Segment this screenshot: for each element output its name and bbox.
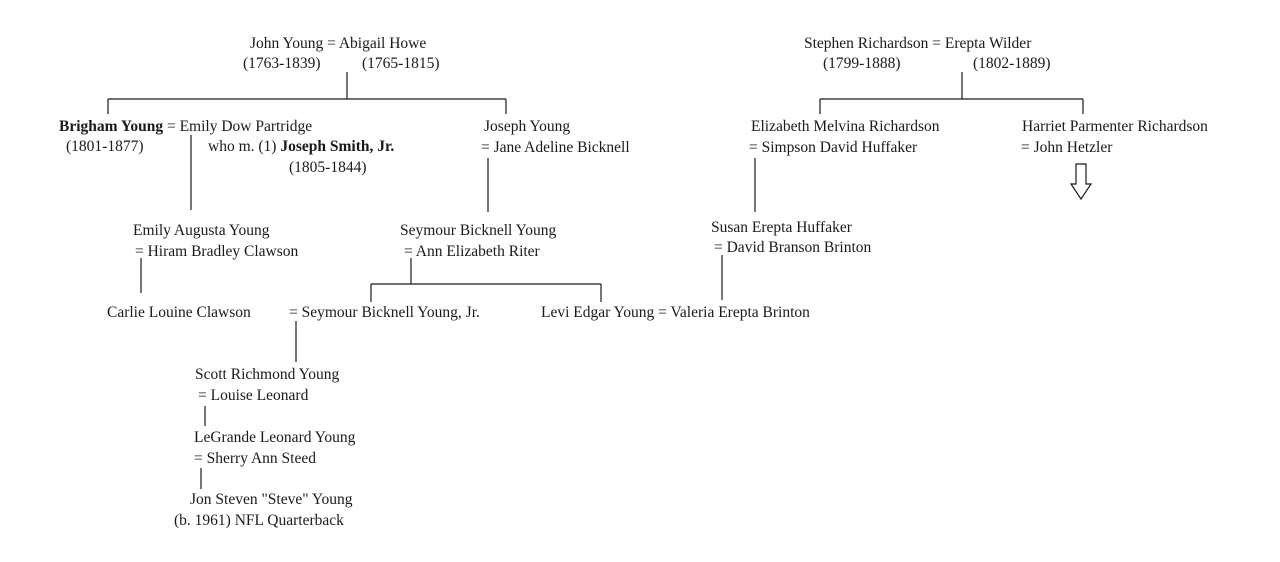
levi-valeria-couple: Levi Edgar Young = Valeria Erepta Brinton — [541, 304, 810, 321]
erepta-wilder-dates: (1802-1889) — [973, 55, 1051, 72]
emily-partridge-note — [208, 137, 394, 157]
steve-young-name: Jon Steven "Steve" Young — [190, 491, 353, 508]
joseph-young-name: Joseph Young — [484, 118, 571, 135]
steve-young-note: (b. 1961) NFL Quarterback — [174, 512, 344, 529]
scott-young-name: Scott Richmond Young — [195, 366, 340, 383]
susan-huffaker-spouse: = David Branson Brinton — [714, 239, 872, 256]
carlie-clawson-name: Carlie Louine Clawson — [107, 304, 251, 321]
brigham-young-entry — [59, 117, 312, 137]
harriet-richardson-spouse: = John Hetzler — [1021, 139, 1113, 156]
brigham-young-spouse: = Emily Dow Partridge — [166, 118, 313, 135]
abigail-howe-dates: (1765-1815) — [362, 55, 440, 72]
seymour-jr-name: = Seymour Bicknell Young, Jr. — [289, 304, 480, 321]
brigham-young-name: Brigham Young — [59, 118, 164, 135]
john-abigail-couple: John Young = Abigail Howe — [250, 35, 427, 52]
joseph-smith-name: Joseph Smith, Jr. — [280, 138, 395, 155]
scott-young-spouse: = Louise Leonard — [198, 387, 309, 404]
stephen-richardson-dates: (1799-1888) — [823, 55, 901, 72]
emily-partridge-note-prefix: who m. (1) — [208, 138, 277, 155]
seymour-sr-spouse: = Ann Elizabeth Riter — [404, 243, 540, 260]
stephen-erepta-couple: Stephen Richardson = Erepta Wilder — [804, 35, 1032, 52]
legrande-young-name: LeGrande Leonard Young — [194, 429, 356, 446]
john-young-dates: (1763-1839) — [243, 55, 321, 72]
emily-augusta-name: Emily Augusta Young — [133, 222, 270, 239]
brigham-young-dates: (1801-1877) — [66, 138, 144, 155]
joseph-young-spouse: = Jane Adeline Bicknell — [481, 139, 630, 156]
down-arrow-icon — [1071, 164, 1091, 199]
seymour-sr-name: Seymour Bicknell Young — [400, 222, 557, 239]
legrande-young-spouse: = Sherry Ann Steed — [194, 450, 316, 467]
elizabeth-richardson-name: Elizabeth Melvina Richardson — [751, 118, 940, 135]
harriet-richardson-name: Harriet Parmenter Richardson — [1022, 118, 1208, 135]
emily-augusta-spouse: = Hiram Bradley Clawson — [135, 243, 299, 260]
joseph-smith-dates: (1805-1844) — [289, 159, 367, 176]
susan-huffaker-name: Susan Erepta Huffaker — [711, 219, 852, 236]
elizabeth-richardson-spouse: = Simpson David Huffaker — [749, 139, 918, 156]
